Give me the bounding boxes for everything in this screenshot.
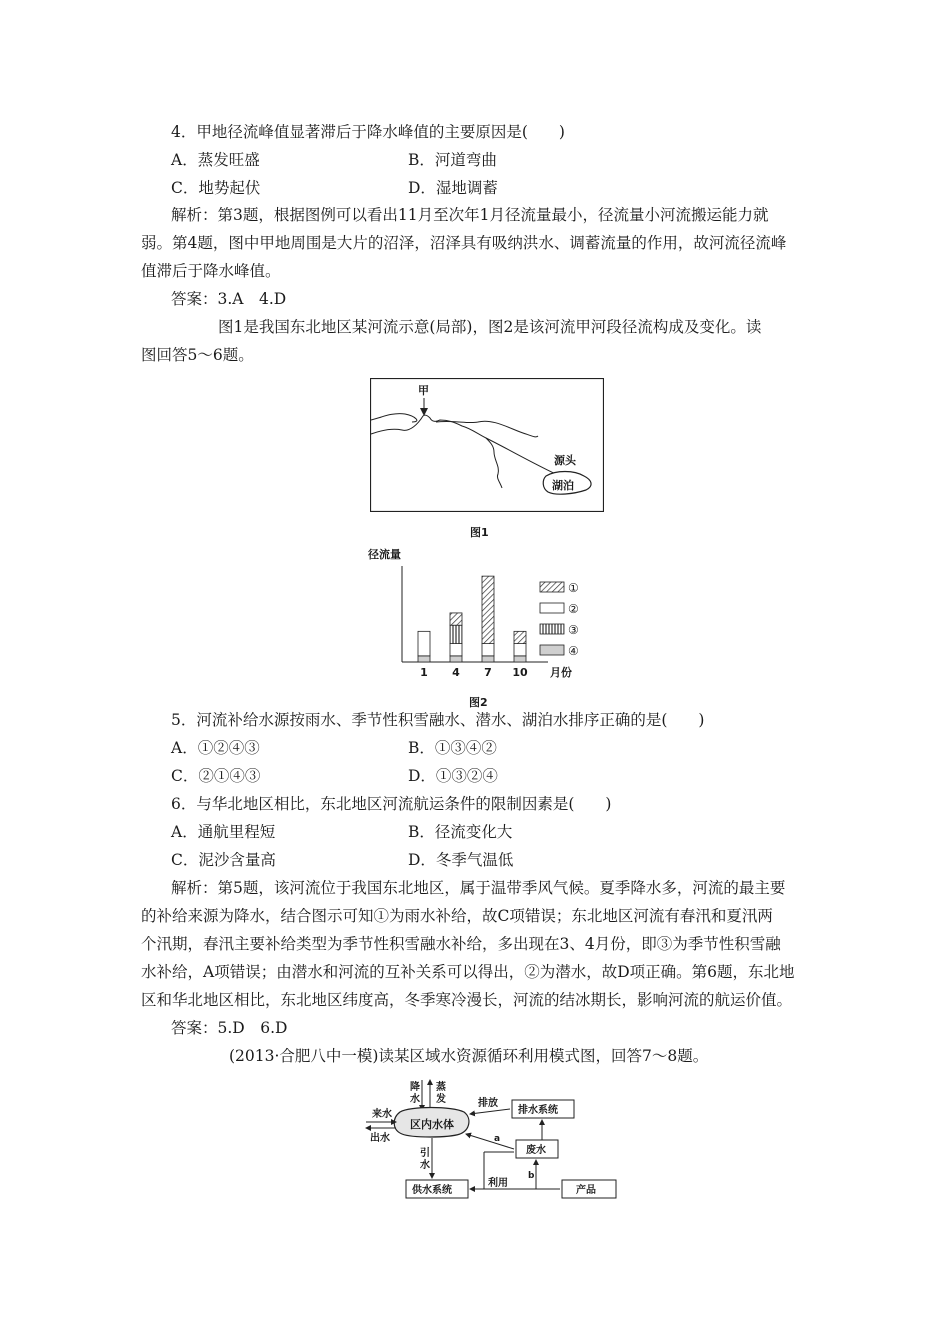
answer-56: 答案：5.D 6.D <box>171 1019 288 1037</box>
legend-label: ② <box>568 602 579 616</box>
analysis-56-line2: 的补给来源为降水，结合图示可知①为雨水补给，故C项错误；东北地区河流有春汛和夏汛两 <box>141 907 773 925</box>
analysis-34-line1: 解析：第3题，根据图例可以看出11月至次年1月径流量最小，径流量小河流搬运能力就 <box>171 206 769 224</box>
q5-option-b: B．①③④② <box>408 739 497 757</box>
fig3-supply: 供水系统 <box>412 1185 452 1196</box>
fig3-evap-1: 蒸 <box>436 1082 446 1093</box>
fig3-outgoing: 出水 <box>370 1133 390 1144</box>
bar-4-① <box>450 613 462 625</box>
figure-2-caption: 图2 <box>469 696 488 709</box>
legend-swatch <box>540 645 564 655</box>
analysis-56-line3: 个汛期，春汛主要补给类型为季节性积雪融水补给，多出现在3、4月份，即③为季节性积雪融 <box>141 935 781 953</box>
q4-stem: 4．甲地径流峰值显著滞后于降水峰值的主要原因是( ) <box>171 123 565 141</box>
x-tick-label: 10 <box>512 666 528 679</box>
q5-option-c: C．②①④③ <box>171 767 261 785</box>
q4-option-a: A．蒸发旺盛 <box>171 151 260 169</box>
q5-option-a: A．①②④③ <box>171 739 260 757</box>
legend-swatch <box>540 582 564 592</box>
fig3-wastewater: 废水 <box>526 1145 546 1156</box>
fig3-precip-2: 水 <box>410 1094 420 1105</box>
fig3-drainage: 排水系统 <box>518 1105 558 1116</box>
figure-2-runoff-chart <box>362 544 618 694</box>
q6-option-b: B．径流变化大 <box>408 823 513 841</box>
bar-10-① <box>514 631 526 643</box>
analysis-56-line4: 水补给，A项错误；由潜水和河流的互补关系可以得出，②为潜水，故D项正确。第6题，东北地 <box>141 963 795 981</box>
q4-option-d: D．湿地调蓄 <box>408 179 498 197</box>
intro-78: (2013·合肥八中一模)读某区域水资源循环利用模式图，回答7～8题。 <box>229 1047 709 1065</box>
bar-4-④ <box>450 656 462 662</box>
fig3-draw-2: 水 <box>420 1160 430 1171</box>
x-tick-label: 1 <box>420 666 428 679</box>
fig3-incoming: 来水 <box>372 1109 392 1120</box>
fig3-use: 利用 <box>488 1178 508 1189</box>
legend-swatch <box>540 624 564 634</box>
q5-stem: 5．河流补给水源按雨水、季节性积雪融水、潜水、湖泊水排序正确的是( ) <box>171 711 705 729</box>
analysis-56-line1: 解析：第5题，该河流位于我国东北地区，属于温带季风气候。夏季降水多，河流的最主要 <box>171 879 786 897</box>
analysis-56-line5: 区和华北地区相比，东北地区纬度高，冬季寒冷漫长，河流的结冰期长，影响河流的航运价值。 <box>141 991 793 1009</box>
legend-label: ① <box>568 581 579 595</box>
legend-label: ④ <box>568 644 579 658</box>
q6-stem: 6．与华北地区相比，东北地区河流航运条件的限制因素是( ) <box>171 795 612 813</box>
fig3-evap-2: 发 <box>436 1094 446 1105</box>
bar-1-④ <box>418 656 430 662</box>
fig2-xlabel: 月份 <box>550 666 572 679</box>
figure-1-caption: 图1 <box>470 526 489 539</box>
bar-4-③ <box>450 625 462 643</box>
q4-option-c: C．地势起伏 <box>171 179 261 197</box>
q6-option-c: C．泥沙含量高 <box>171 851 276 869</box>
answer-34: 答案：3.A 4.D <box>171 290 287 308</box>
legend-label: ③ <box>568 623 579 637</box>
x-tick-label: 4 <box>452 666 460 679</box>
fig3-center: 区内水体 <box>410 1118 454 1131</box>
fig3-precip-1: 降 <box>410 1082 420 1093</box>
q4-option-b: B．河道弯曲 <box>408 151 497 169</box>
bar-7-② <box>482 644 494 656</box>
fig1-label-lake: 湖泊 <box>552 479 574 492</box>
q6-option-a: A．通航里程短 <box>171 823 276 841</box>
x-tick-label: 7 <box>484 666 492 679</box>
analysis-34-line3: 值滞后于降水峰值。 <box>141 262 281 280</box>
bar-10-② <box>514 644 526 656</box>
analysis-34-line2: 弱。第4题，图中甲地周围是大片的沼泽，沼泽具有吸纳洪水、调蓄流量的作用，故河流径流峰 <box>141 234 787 252</box>
fig3-b: b <box>528 1171 535 1181</box>
intro-56-line2: 图回答5～6题。 <box>141 346 254 364</box>
legend-swatch <box>540 603 564 613</box>
figure-1-river-map <box>370 378 604 512</box>
q5-option-d: D．①③②④ <box>408 767 498 785</box>
bar-10-④ <box>514 656 526 662</box>
bar-7-① <box>482 576 494 643</box>
fig1-label-source: 源头 <box>554 454 576 467</box>
fig3-discharge: 排放 <box>478 1098 498 1109</box>
bar-1-② <box>418 631 430 656</box>
bar-4-② <box>450 644 462 656</box>
fig3-a: a <box>494 1134 501 1144</box>
fig1-label-jia: 甲 <box>418 384 429 397</box>
fig3-draw-1: 引 <box>420 1148 430 1159</box>
intro-56-line1: 图1是我国东北地区某河流示意(局部)，图2是该河流甲河段径流构成及变化。读 <box>218 318 762 336</box>
figure-3-water-cycle-diagram <box>360 1078 630 1206</box>
q6-option-d: D．冬季气温低 <box>408 851 514 869</box>
fig2-ylabel: 径流量 <box>368 548 401 561</box>
fig3-product: 产品 <box>576 1185 596 1196</box>
bar-7-④ <box>482 656 494 662</box>
